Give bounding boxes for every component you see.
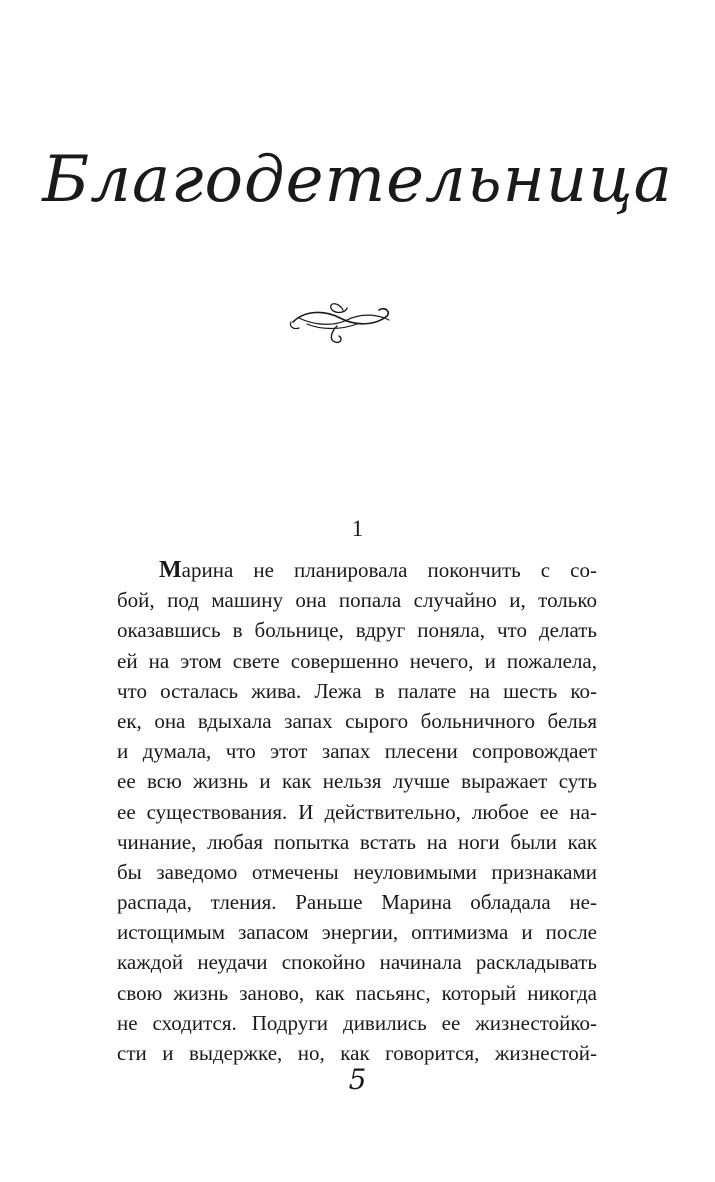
text-line: каждой неудачи спокойно начинала раскладывать bbox=[117, 950, 597, 975]
text-line: и думала, что этот запах плесени сопровождает bbox=[117, 739, 597, 764]
text-line: чинание, любая попытка встать на ноги были как bbox=[117, 829, 597, 854]
text-line: ее существования. И действительно, любое ее на- bbox=[117, 799, 597, 824]
text-line: ее всю жизнь и как нельзя лучше выражает суть bbox=[117, 769, 597, 794]
text-line: что осталась жива. Лежа в палате на шесть ко- bbox=[117, 678, 597, 703]
text-line: сти и выдержке, но, как говорится, жизнестой- bbox=[117, 1041, 597, 1065]
flourish-ornament-icon bbox=[285, 296, 395, 348]
text-line: свою жизнь заново, как пасьянс, который никогда bbox=[117, 980, 597, 1005]
text-line: Марина не планировала покончить с со- bbox=[159, 557, 597, 583]
text-line: бой, под машину она попала случайно и, только bbox=[117, 588, 597, 613]
text-line: ек, она вдыхала запах сырого больничного белья bbox=[117, 708, 597, 733]
body-text bbox=[117, 555, 597, 1068]
chapter-number: 1 bbox=[351, 516, 364, 541]
text-line: ей на этом свете совершенно нечего, и пожалела, bbox=[117, 648, 597, 673]
chapter-title: Благодетельница bbox=[42, 143, 673, 217]
text-line: бы заведомо отмечены неуловимыми признаками bbox=[117, 859, 597, 884]
text-line: не сходится. Подруги дивились ее жизнестойко- bbox=[117, 1010, 597, 1035]
page-number: 5 bbox=[348, 1063, 367, 1096]
text-line: оказавшись в больнице, вдруг поняла, что делать bbox=[117, 618, 597, 643]
initial-letter: М bbox=[159, 557, 182, 583]
text-line: истощимым запасом энергии, оптимизма и после bbox=[117, 920, 597, 945]
text-line: распада, тления. Раньше Марина обладала не- bbox=[117, 890, 597, 915]
